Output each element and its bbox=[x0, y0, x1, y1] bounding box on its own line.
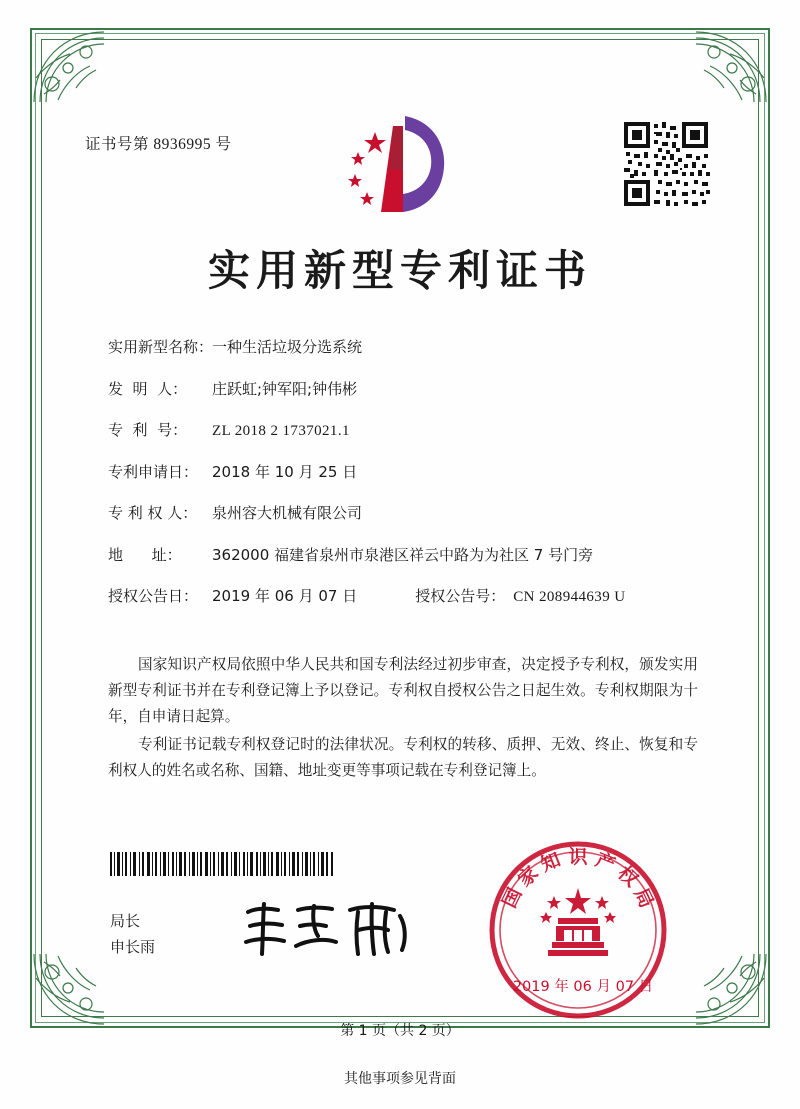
field-label: 专 利 权 人： bbox=[108, 504, 198, 522]
field-row-address bbox=[108, 544, 708, 565]
field-label: 地 址： bbox=[108, 545, 182, 564]
signature-labels bbox=[110, 908, 155, 960]
announcement-date-value: 2019 年 06 月 07 日 bbox=[212, 587, 358, 605]
field-value: 泉州容大机械有限公司 bbox=[212, 504, 363, 522]
field-label: 发 明 人： bbox=[108, 379, 188, 398]
svg-text:局: 局 bbox=[629, 884, 658, 912]
field-row-utility-model-name bbox=[108, 336, 708, 357]
field-label: 专利申请日： bbox=[108, 462, 199, 481]
page-title: 实用新型专利证书 bbox=[207, 246, 592, 295]
field-row-application-date bbox=[108, 461, 708, 482]
official-seal bbox=[478, 830, 678, 1030]
paragraph-1: 国家知识产权局依照中华人民共和国专利法经过初步审查，决定授予专利权，颁发实用新型专利证书并在专利登记簿上予以登记。专利权自授权公告之日起生效。专利权期限为十年，自申请日起算。 bbox=[108, 656, 698, 725]
field-value: 庄跃虹;钟军阳;钟伟彬 bbox=[212, 379, 358, 398]
field-row-patentee bbox=[108, 502, 708, 523]
svg-text:家: 家 bbox=[513, 862, 543, 892]
announcement-number-label: 授权公告号： bbox=[415, 587, 506, 605]
legal-text bbox=[108, 652, 698, 786]
cnipa-logo-icon bbox=[345, 108, 455, 216]
director-title: 局长 bbox=[110, 912, 141, 930]
certificate-number: 证书号第 8936995 号 bbox=[85, 136, 232, 153]
field-value: 一种生活垃圾分选系统 bbox=[212, 338, 363, 356]
handwritten-signature bbox=[238, 896, 418, 966]
back-side-note: 其他事项参见背面 bbox=[344, 1071, 456, 1087]
announcement-number-value: CN 208944639 U bbox=[513, 589, 626, 605]
field-row-announcement bbox=[108, 585, 708, 606]
page-indicator: 第 1 页（共 2 页） bbox=[340, 1023, 460, 1039]
field-label: 专 利 号： bbox=[108, 421, 188, 439]
qr-code bbox=[622, 120, 710, 208]
svg-text:产: 产 bbox=[592, 848, 619, 877]
barcode bbox=[110, 852, 335, 876]
director-name: 申长雨 bbox=[110, 938, 156, 956]
field-label: 实用新型名称： bbox=[108, 338, 214, 356]
field-list bbox=[108, 336, 708, 627]
svg-text:识: 识 bbox=[568, 846, 588, 868]
svg-text:国: 国 bbox=[498, 884, 527, 912]
field-value: ZL 2018 2 1737021.1 bbox=[212, 423, 350, 439]
announcement-date-label: 授权公告日： bbox=[108, 587, 199, 605]
field-row-patent-number bbox=[108, 419, 708, 440]
seal-date: 2019 年 06 月 07 日 bbox=[512, 979, 654, 995]
svg-text:知: 知 bbox=[537, 848, 564, 877]
field-value: 2018 年 10 月 25 日 bbox=[212, 462, 358, 481]
paragraph-2: 专利证书记载专利权登记时的法律状况。专利权的转移、质押、无效、终止、恢复和专利权人的姓名或名称、国籍、地址变更等事项记载在专利登记簿上。 bbox=[108, 736, 698, 779]
field-row-inventor bbox=[108, 378, 708, 399]
svg-text:权: 权 bbox=[613, 862, 643, 892]
field-value: 362000 福建省泉州市泉港区祥云中路为为社区 7 号门旁 bbox=[212, 545, 594, 564]
